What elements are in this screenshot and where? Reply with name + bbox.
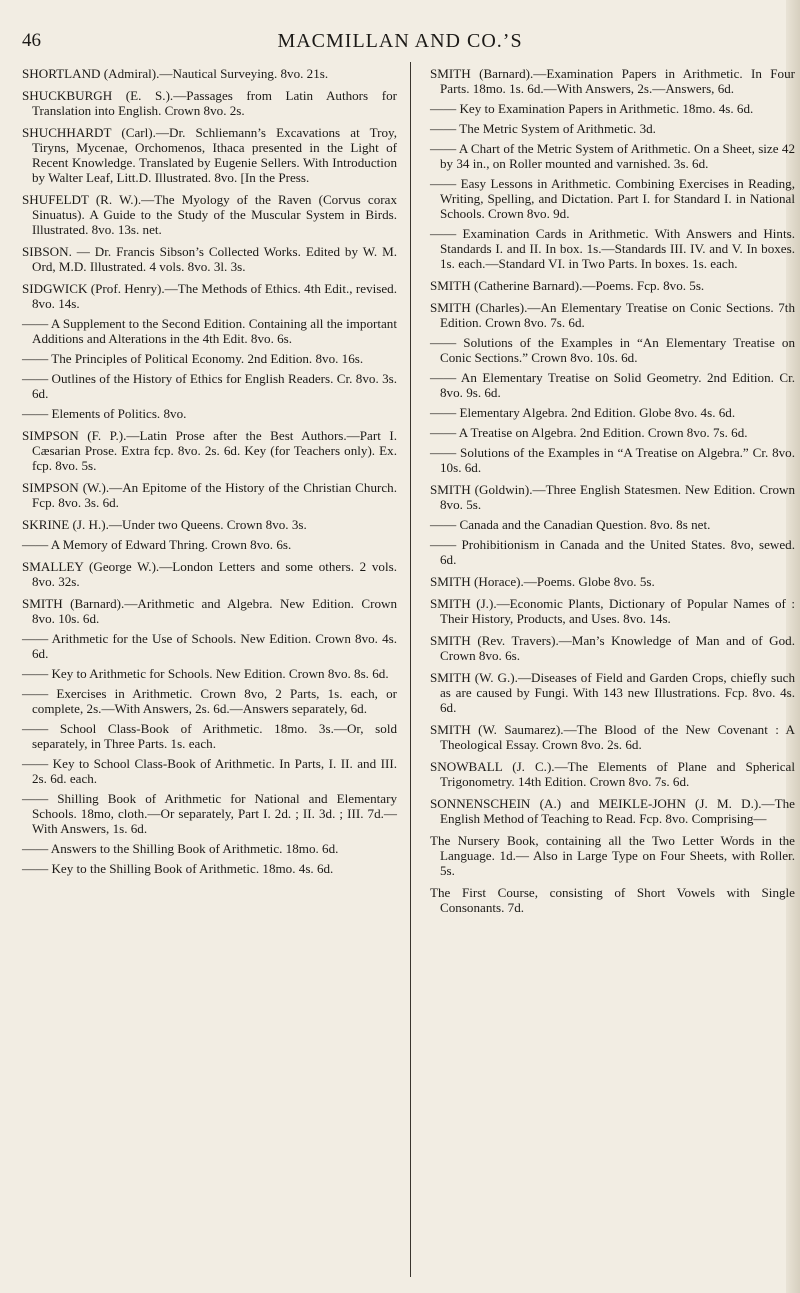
- catalog-entry: —— Key to Examination Papers in Arithmetic. 18mo. 4s. 6d.: [430, 101, 754, 116]
- catalog-entry: —— Shilling Book of Arithmetic for National and Elementary Schools. 18mo, cloth.—Or separately, Part I. 2d. ; II. 3d. ; III. 7d.—With Answers, 1s. 6d.: [22, 791, 397, 836]
- catalog-entry: SMITH (W. G.).—Diseases of Field and Garden Crops, chiefly such as are caused by Fungi. With 143 new Illustrations. Fcp. 8vo. 4s. 6d.: [430, 670, 795, 715]
- catalog-entry: —— Key to School Class-Book of Arithmetic. In Parts, I. II. and III. 2s. 6d. each.: [22, 756, 397, 786]
- catalog-entry: —— Answers to the Shilling Book of Arithmetic. 18mo. 6d.: [22, 841, 339, 856]
- catalog-entry: SMITH (Catherine Barnard).—Poems. Fcp. 8vo. 5s.: [430, 278, 705, 293]
- page-number: 46: [22, 30, 41, 51]
- catalog-entry: SNOWBALL (J. C.).—The Elements of Plane and Spherical Trigonometry. 14th Edition. Crown 8vo. 7s. 6d.: [430, 759, 795, 789]
- catalog-entry: SIMPSON (F. P.).—Latin Prose after the Best Authors.—Part I. Cæsarian Prose. Extra fcp. 8vo. 2s. 6d. Key (for Teachers only). Ex. fcp. 8vo. 5s.: [22, 428, 397, 473]
- catalog-entry: SMITH (Horace).—Poems. Globe 8vo. 5s.: [430, 574, 655, 589]
- catalog-entry: SONNENSCHEIN (A.) and MEIKLE-JOHN (J. M. D.).—The English Method of Teaching to Read. Fcp. 8vo. Comprising—: [430, 796, 795, 826]
- catalog-entry: —— A Chart of the Metric System of Arithmetic. On a Sheet, size 42 by 34 in., on Roller mounted and varnished. 3s. 6d.: [430, 141, 795, 171]
- catalog-entry: —— The Principles of Political Economy. 2nd Edition. 8vo. 16s.: [22, 351, 364, 366]
- catalog-entry: SKRINE (J. H.).—Under two Queens. Crown 8vo. 3s.: [22, 517, 307, 532]
- right-column: [430, 66, 795, 922]
- catalog-entry: —— Outlines of the History of Ethics for English Readers. Cr. 8vo. 3s. 6d.: [22, 371, 397, 401]
- left-column: [22, 66, 397, 883]
- catalog-entry: —— Key to the Shilling Book of Arithmetic. 18mo. 4s. 6d.: [22, 861, 334, 876]
- catalog-entry: —— Elementary Algebra. 2nd Edition. Globe 8vo. 4s. 6d.: [430, 405, 736, 420]
- catalog-entry: —— A Memory of Edward Thring. Crown 8vo. 6s.: [22, 537, 292, 552]
- catalog-entry: SHUCHHARDT (Carl).—Dr. Schliemann’s Excavations at Troy, Tiryns, Mycenae, Orchomenos, Ithaca presented in the Light of Recent Knowledge. Translated by Eugenie Sellers. With Introduction by Walter Leaf, Litt.D. Illustrated. 8vo. [In the Press.: [22, 125, 397, 185]
- catalog-entry: —— A Treatise on Algebra. 2nd Edition. Crown 8vo. 7s. 6d.: [430, 425, 748, 440]
- catalog-entry: —— Prohibitionism in Canada and the United States. 8vo, sewed. 6d.: [430, 537, 795, 567]
- catalog-entry: SIBSON. — Dr. Francis Sibson’s Collected Works. Edited by W. M. Ord, M.D. Illustrated. 4 vols. 8vo. 3l. 3s.: [22, 244, 397, 274]
- catalog-entry: —— School Class-Book of Arithmetic. 18mo. 3s.—Or, sold separately, in Three Parts. 1s. each.: [22, 721, 397, 751]
- catalog-entry: —— Exercises in Arithmetic. Crown 8vo, 2 Parts, 1s. each, or complete, 2s.—With Answers, 2s. 6d.—Answers separately, 6d.: [22, 686, 397, 716]
- running-title: MACMILLAN AND CO.’S: [277, 30, 523, 52]
- catalog-entry: SHORTLAND (Admiral).—Nautical Surveying. 8vo. 21s.: [22, 66, 329, 81]
- catalog-entry: SMITH (Rev. Travers).—Man’s Knowledge of Man and of God. Crown 8vo. 6s.: [430, 633, 795, 663]
- catalog-entry: —— An Elementary Treatise on Solid Geometry. 2nd Edition. Cr. 8vo. 9s. 6d.: [430, 370, 795, 400]
- page-header: [0, 30, 800, 62]
- catalog-entry: SHUCKBURGH (E. S.).—Passages from Latin Authors for Translation into English. Crown 8vo. 2s.: [22, 88, 397, 118]
- catalog-entry: SMITH (Barnard).—Arithmetic and Algebra. New Edition. Crown 8vo. 10s. 6d.: [22, 596, 397, 626]
- catalog-entry: SMITH (Barnard).—Examination Papers in Arithmetic. In Four Parts. 18mo. 1s. 6d.—With Answers, 2s.—Answers, 6d.: [430, 66, 795, 96]
- catalog-entry: —— Key to Arithmetic for Schools. New Edition. Crown 8vo. 8s. 6d.: [22, 666, 389, 681]
- catalog-entry: SHUFELDT (R. W.).—The Myology of the Raven (Corvus corax Sinuatus). A Guide to the Study of the Muscular System in Birds. Illustrated. 8vo. 13s. net.: [22, 192, 397, 237]
- catalog-entry: —— Arithmetic for the Use of Schools. New Edition. Crown 8vo. 4s. 6d.: [22, 631, 397, 661]
- catalog-entry: —— Solutions of the Examples in “An Elementary Treatise on Conic Sections.” Crown 8vo. 10s. 6d.: [430, 335, 795, 365]
- catalog-entry: —— Easy Lessons in Arithmetic. Combining Exercises in Reading, Writing, Spelling, and Dictation. Part I. for Standard I. in National Schools. Crown 8vo. 9d.: [430, 176, 795, 221]
- catalog-entry: SMITH (Goldwin).—Three English Statesmen. New Edition. Crown 8vo. 5s.: [430, 482, 795, 512]
- catalog-entry: SMITH (Charles).—An Elementary Treatise on Conic Sections. 7th Edition. Crown 8vo. 7s. 6d.: [430, 300, 795, 330]
- catalog-entry: —— Canada and the Canadian Question. 8vo. 8s net.: [430, 517, 711, 532]
- catalog-entry: The First Course, consisting of Short Vowels with Single Consonants. 7d.: [430, 885, 795, 915]
- catalog-entry: —— Solutions of the Examples in “A Treatise on Algebra.” Cr. 8vo. 10s. 6d.: [430, 445, 795, 475]
- catalog-entry: SMALLEY (George W.).—London Letters and some others. 2 vols. 8vo. 32s.: [22, 559, 397, 589]
- catalog-entry: —— Elements of Politics. 8vo.: [22, 406, 187, 421]
- catalog-entry: The Nursery Book, containing all the Two Letter Words in the Language. 1d.— Also in Large Type on Four Sheets, with Roller. 5s.: [430, 833, 795, 878]
- column-divider: [410, 62, 411, 1277]
- catalog-entry: —— A Supplement to the Second Edition. Containing all the important Additions and Alterations in the 4th Edit. 8vo. 6s.: [22, 316, 397, 346]
- catalog-entry: SMITH (W. Saumarez).—The Blood of the New Covenant : A Theological Essay. Crown 8vo. 2s. 6d.: [430, 722, 795, 752]
- catalog-entry: —— The Metric System of Arithmetic. 3d.: [430, 121, 656, 136]
- catalog-entry: SIMPSON (W.).—An Epitome of the History of the Christian Church. Fcp. 8vo. 3s. 6d.: [22, 480, 397, 510]
- catalog-entry: SMITH (J.).—Economic Plants, Dictionary of Popular Names of : Their History, Products, and Uses. 8vo. 14s.: [430, 596, 795, 626]
- catalog-entry: SIDGWICK (Prof. Henry).—The Methods of Ethics. 4th Edit., revised. 8vo. 14s.: [22, 281, 397, 311]
- catalog-entry: —— Examination Cards in Arithmetic. With Answers and Hints. Standards I. and II. In box. 1s.—Standards III. IV. and V. In boxes. 1s. each.—Standard VI. in Two Parts. In boxes. 1s. each.: [430, 226, 795, 271]
